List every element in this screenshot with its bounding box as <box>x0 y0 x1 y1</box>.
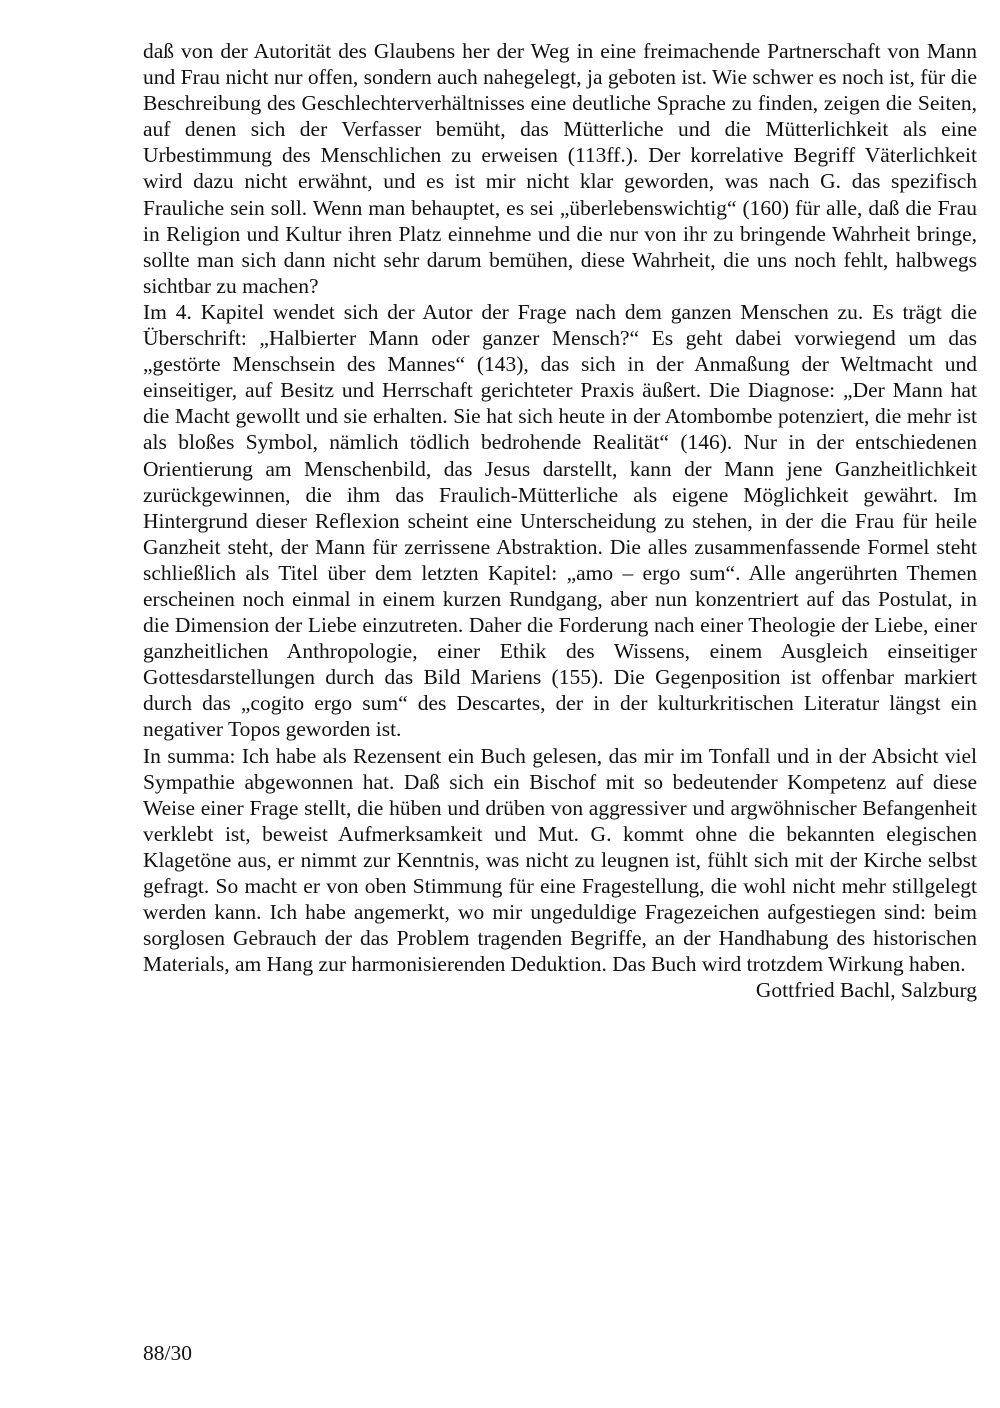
page-number: 88/30 <box>143 1341 192 1365</box>
paragraph-1: daß von der Autorität des Glaubens her der Weg in eine freimachende Partnerschaft von Mann und Frau nicht nur offen, sondern auch nahegelegt, ja geboten ist. Wie schwer es noch ist, für die Beschreibung des Geschlechterverhältnisses eine deutliche Sprache zu finden, zeigen die Seiten, auf denen sich der Verfasser bemüht, das Mütterliche und die Mütterlichkeit als eine Urbestimmung des Menschlichen zu erweisen (113ff.). Der korrelative Begriff Väterlichkeit wird dazu nicht erwähnt, und es ist mir nicht klar geworden, was nach G. das spezifisch Frauliche sein soll. Wenn man behauptet, es sei „überlebenswichtig“ (160) für alle, daß die Frau in Religion und Kultur ihren Platz einnehme und die nur von ihr zu bringende Wahrheit bringe, sollte man sich dann nicht sehr darum bemühen, diese Wahrheit, die uns noch fehlt, halbwegs sichtbar zu machen? <box>143 39 977 298</box>
paragraph-3: In summa: Ich habe als Rezensent ein Buch gelesen, das mir im Tonfall und in der Absicht viel Sympathie abgewonnen hat. Daß sich ein Bischof mit so bedeutender Kompetenz auf diese Weise einer Frage stellt, die hüben und drüben von aggressiver und argwöhnischer Befangenheit verklebt ist, beweist Aufmerksamkeit und Mut. G. kommt ohne die bekannten elegischen Klagetöne aus, er nimmt zur Kenntnis, was nicht zu leugnen ist, fühlt sich mit der Kirche selbst gefragt. So macht er von oben Stimmung für eine Fragestellung, die wohl nicht mehr stillgelegt werden kann. Ich habe angemerkt, wo mir ungeduldige Fragezeichen aufgestiegen sind: beim sorglosen Gebrauch der das Problem tragenden Begriffe, an der Handhabung des historischen Materials, am Hang zur harmonisierenden Deduktion. Das Buch wird trotzdem Wirkung haben. <box>143 743 977 977</box>
author-signature: Gottfried Bachl, Salzburg <box>755 978 977 1003</box>
review-text <box>143 38 977 1003</box>
paragraph-2: Im 4. Kapitel wendet sich der Autor der Frage nach dem ganzen Menschen zu. Es trägt die Überschrift: „Halbierter Mann oder ganzer Mensch?“ Es geht dabei vorwiegend um das „gestörte Menschsein des Mannes“ (143), das sich in der Anmaßung der Weltmacht und einseitiger, auf Besitz und Herrschaft gerichteter Praxis äußert. Die Diagnose: „Der Mann hat die Macht gewollt und sie erhalten. Sie hat sich heute in der Atombombe potenziert, die mehr ist als bloßes Symbol, nämlich tödlich bedrohende Realität“ (146). Nur in der entschiedenen Orientierung am Menschenbild, das Jesus darstellt, kann der Mann jene Ganzheitlichkeit zurückgewinnen, die ihm das Fraulich-Mütterliche als eigene Möglichkeit gewährt. Im Hintergrund dieser Reflexion scheint eine Unterscheidung zu stehen, in der die Frau für heile Ganzheit steht, der Mann für zerrissene Abstraktion. Die alles zusammenfassende Formel steht schließlich als Titel über dem letzten Kapitel: „amo – ergo sum“. Alle angerührten Themen erscheinen noch einmal in einem kurzen Rundgang, aber nun konzentriert auf das Postulat, in die Dimension der Liebe einzutreten. Daher die Forderung nach einer Theologie der Liebe, einer ganzheitlichen Anthropologie, einer Ethik des Wissens, einem Ausgleich einseitiger Gottesdarstellungen durch das Bild Mariens (155). Die Gegenposition ist offenbar markiert durch das „cogito ergo sum“ des Descartes, der in der kulturkritischen Literatur längst ein negativer Topos geworden ist. <box>143 299 977 742</box>
